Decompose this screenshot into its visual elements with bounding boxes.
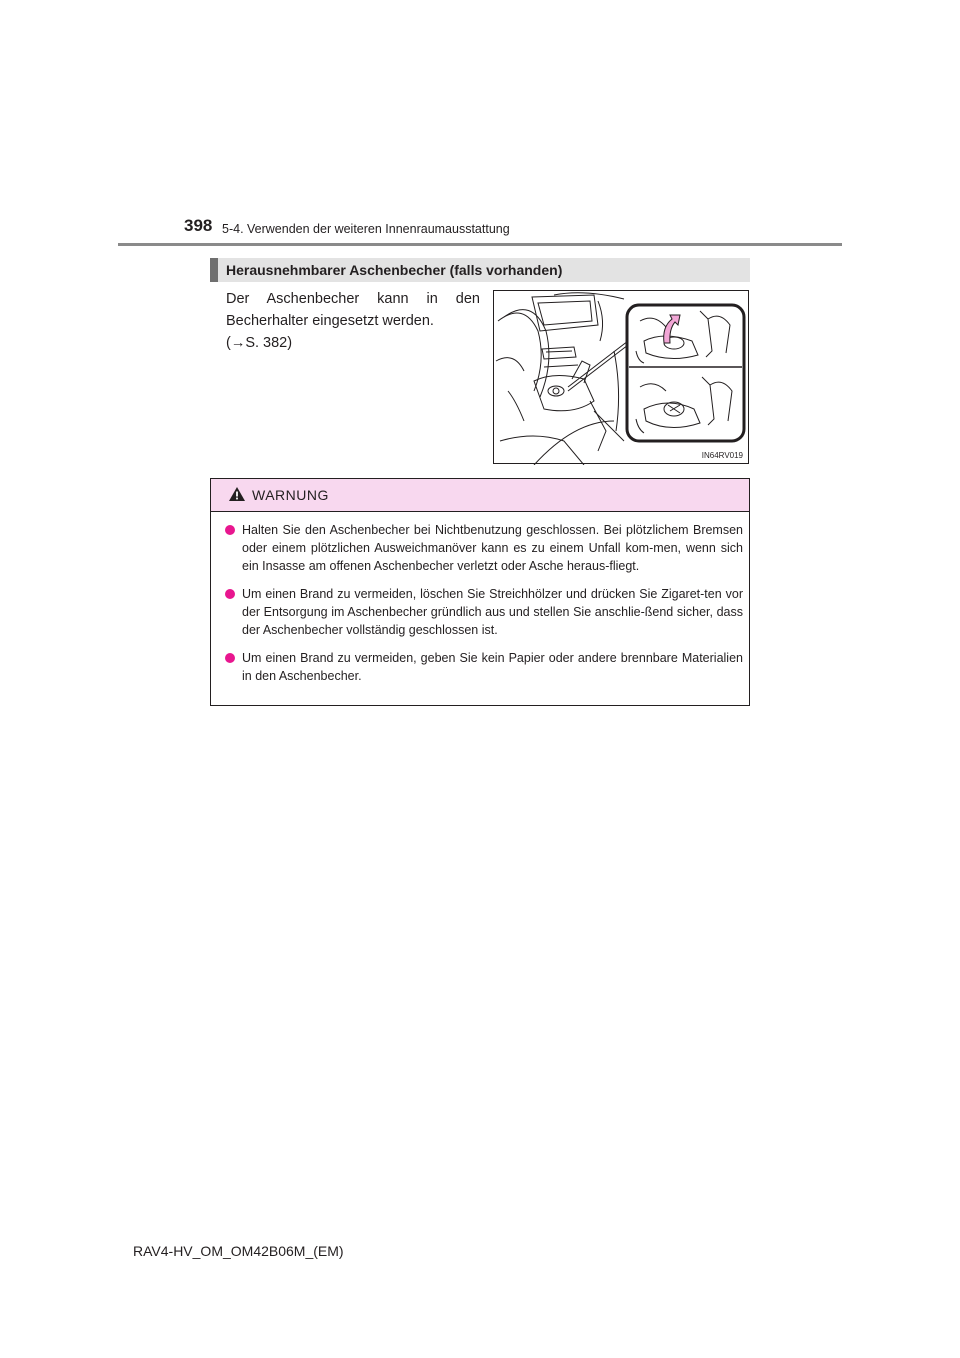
section-heading-bar	[210, 258, 750, 282]
section-heading: Herausnehmbarer Aschenbecher (falls vorhanden)	[226, 262, 563, 278]
warning-title: WARNUNG	[252, 487, 329, 503]
running-head: 5-4. Verwenden der weiteren Innenraumausstattung	[222, 222, 510, 236]
bullet-icon	[225, 653, 235, 663]
warning-item-text: Um einen Brand zu vermeiden, löschen Sie Streichhölzer und drücken Sie Zigaret-ten vor der Entsorgung im Aschenbecher gründlich aus und stellen Sie anschlie-ßend sicher, dass der Aschenbecher vollständig geschlossen ist.	[242, 587, 743, 637]
body-line-2: Becherhalter eingesetzt werden.	[226, 313, 434, 329]
bullet-icon	[225, 525, 235, 535]
document-code: RAV4-HV_OM_OM42B06M_(EM)	[133, 1243, 344, 1259]
warning-box	[210, 478, 750, 706]
bullet-icon	[225, 589, 235, 599]
warning-item	[225, 521, 743, 575]
figure-code: IN64RV019	[701, 451, 743, 460]
page-reference-link[interactable]: (→S. 382)	[226, 335, 293, 351]
page-number: 398	[184, 216, 213, 235]
warning-list	[225, 521, 743, 695]
warning-header	[211, 479, 749, 512]
warning-item-text: Um einen Brand zu vermeiden, geben Sie kein Papier oder andere brennbare Materialien in den Aschenbecher.	[242, 651, 743, 683]
warning-triangle-icon	[228, 486, 246, 502]
section-heading-accent	[210, 258, 218, 282]
ashtray-illustration	[493, 290, 749, 464]
section-body-text	[226, 288, 480, 354]
body-line-1: Der Aschenbecher kann in den	[226, 291, 480, 307]
warning-item	[225, 585, 743, 639]
warning-item	[225, 649, 743, 685]
header-rule	[118, 243, 842, 246]
warning-item-text: Halten Sie den Aschenbecher bei Nichtbenutzung geschlossen. Bei plötzlichem Bremsen oder einem plötzlichen Ausweichmanöver kann es zu einem Unfall kom-men, wenn sich ein Insasse am offenen Aschenbecher verletzt oder Asche heraus-fliegt.	[242, 523, 743, 573]
car-interior-drawing	[494, 291, 750, 465]
